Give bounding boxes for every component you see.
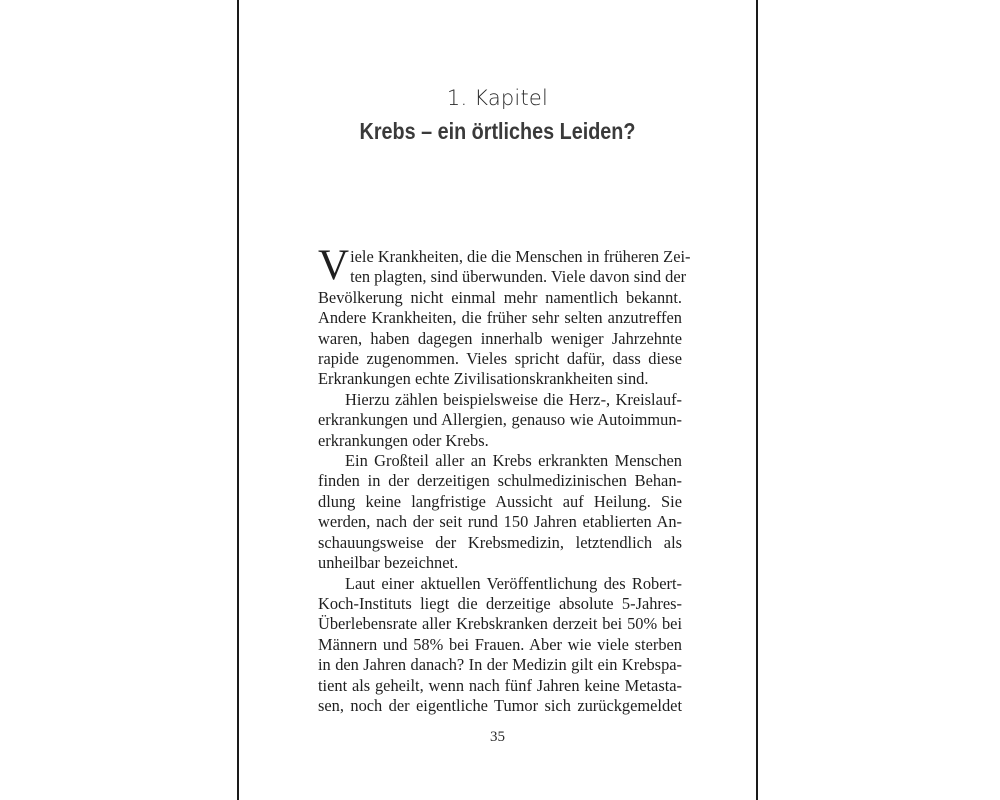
text-line: finden in der derzeitigen schulmedizinischen Behan- — [318, 471, 682, 491]
book-page — [237, 0, 758, 800]
text-line: Laut einer aktuellen Veröffentlichung des Robert- — [345, 573, 682, 593]
body-text — [318, 242, 691, 716]
text-line: iele Krankheiten, die die Menschen in früheren Zei- — [350, 247, 691, 266]
text-line: Hierzu zählen beispielsweise die Herz-, Kreislauf- — [345, 389, 682, 409]
text-line: waren, haben dagegen innerhalb weniger Jahrzehnte — [318, 328, 682, 348]
text-line: schauungsweise der Krebsmedizin, letztendlich als — [318, 532, 682, 552]
chapter-title: Krebs – ein örtliches Leiden? — [359, 118, 636, 144]
page-number: 35 — [490, 729, 505, 745]
text-line: werden, nach der seit rund 150 Jahren etablierten An- — [318, 512, 682, 532]
text-line: Bevölkerung nicht einmal mehr namentlich bekannt. — [318, 287, 682, 307]
text-line: ten plagten, sind überwunden. Viele davon sind der — [350, 267, 687, 287]
text-line: sen, noch der eigentliche Tumor sich zurückgemeldet — [318, 695, 682, 715]
text-line: tient als geheilt, wenn nach fünf Jahren keine Metasta- — [318, 675, 682, 695]
text-line: dlung keine langfristige Aussicht auf Heilung. Sie — [318, 491, 682, 511]
text-line: Männern und 58% bei Frauen. Aber wie viele sterben — [318, 634, 682, 654]
text-line: Koch-Instituts liegt die derzeitige absolute 5-Jahres- — [318, 593, 682, 613]
text-line: erkrankungen und Allergien, genauso wie Autoimmun- — [318, 410, 682, 430]
text-line: Überlebensrate aller Krebskranken derzeit bei 50% bei — [318, 614, 682, 634]
text-line: rapide zugenommen. Vieles spricht dafür, dass diese — [318, 349, 682, 369]
text-line: Erkrankungen echte Zivilisationskrankheiten sind. — [318, 369, 649, 389]
text-line: unheilbar bezeichnet. — [318, 553, 459, 573]
text-line: Ein Großteil aller an Krebs erkrankten Menschen — [345, 451, 682, 471]
chapter-label: 1. Kapitel — [446, 86, 549, 110]
text-line: erkrankungen oder Krebs. — [318, 430, 489, 450]
text-line: Andere Krankheiten, die früher sehr selten anzutreffen — [318, 308, 682, 328]
text-line: in den Jahren danach? In der Medizin gilt ein Krebspa- — [318, 655, 682, 675]
drop-cap: V — [318, 242, 350, 289]
